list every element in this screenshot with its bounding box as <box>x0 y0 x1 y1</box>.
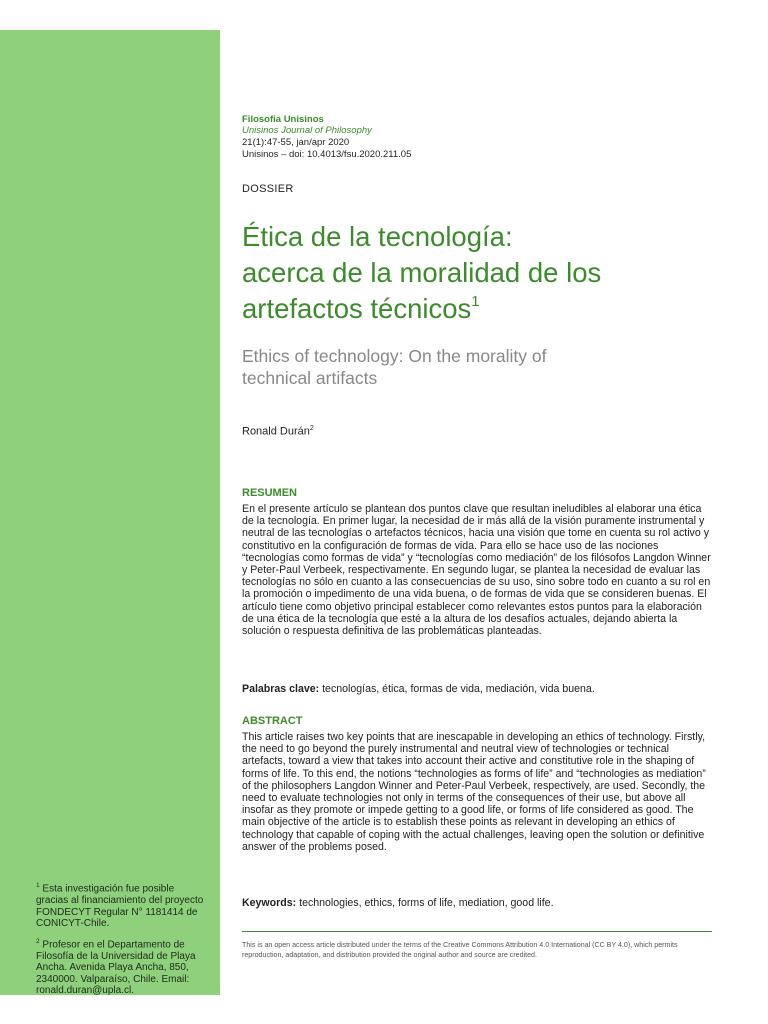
footnote-2-mark: 2 <box>36 937 40 945</box>
article-title <box>242 219 714 327</box>
section-label: DOSSIER <box>242 183 294 195</box>
author-footnote-mark: 2 <box>309 425 314 432</box>
footnote-1-mark: 1 <box>36 882 40 889</box>
author-name: Ronald Durán <box>242 425 310 438</box>
title-line-3: artefactos técnicos <box>242 293 472 324</box>
abstract-keywords <box>242 897 714 909</box>
article-subtitle <box>242 345 714 389</box>
resumen-text: En el presente artículo se plantean dos puntos clave que resultan ineludibles al elaborar una ética de la tecnología. En primer lugar, la necesidad de ir más allá de la visión puramente instrumental y neutral de las tecnologías o artefactos técnicos, hacia una visión que tome en cuenta su rol activo y constitutivo en la configuración de formas de vida. Para ello se hace uso de las nociones “tecnologías como formas de vida” y “tecnologías como mediación” de los filósofos Langdon Winner y Peter-Paul Verbeek, respectivamente. En segundo lugar, se plantea la necesidad de evaluar las tecnologías no sólo en cuanto a las consecuencias de su uso, sino sobre todo en cuanto a su rol en la promoción o impedimento de una vida buena, o de formas de vida que se consideren buenas. El artículo tiene como objetivo principal establecer como relevantes estos puntos para la elaboración de una ética de la tecnología que esté a la altura de los desafíos actuales, dejando abierta la solución o respuesta definitiva de las problemáticas planteadas. <box>242 503 711 638</box>
journal-doi: Unisinos – doi: 10.4013/fsu.2020.211.05 <box>242 149 412 160</box>
resumen-heading: RESUMEN <box>242 487 298 499</box>
footnote-1 <box>36 880 206 930</box>
abstract-heading: ABSTRACT <box>242 715 303 727</box>
title-line-1: Ética de la tecnología: <box>242 221 513 252</box>
subtitle-line-2: technical artifacts <box>242 368 378 388</box>
abstract-keywords-label: Keywords: <box>242 897 297 909</box>
license-divider <box>242 931 712 932</box>
author <box>242 425 314 438</box>
footnote-2 <box>36 936 206 997</box>
abstract-text: This article raises two key points that are inescapable in developing an ethics of technology. Firstly, the need to go beyond the purely instrumental and neutral view of technologies or technical artefacts, toward a view that takes into account their active and constitutive role in the shaping of forms of life. To this end, the notions “technologies as forms of life” and “technologies as mediation” of the philosophers Langdon Winner and Peter-Paul Verbeek, respectively, are used. Secondly, the need to evaluate technologies not only in terms of the consequences of their use, but above all insofar as they promote or impede getting to a good life, or forms of life considered as good. The main objective of the article is to establish these points as relevant in developing an ethics of technology that capable of coping with the actual challenges, leaving open the solution or definitive answer of the problems posed. <box>242 731 706 853</box>
footnotes <box>36 880 206 1003</box>
journal-volume: 21(1):47-55, jan/apr 2020 <box>242 137 350 148</box>
journal-name: Filosofia Unisinos <box>242 114 324 125</box>
resumen-keywords-label: Palabras clave: <box>242 683 320 695</box>
title-footnote-mark: 1 <box>471 293 480 310</box>
resumen-keywords <box>242 683 714 695</box>
footnote-1-text: Esta investigación fue posible gracias al financiamiento del proyecto FONDECYT Regular N° 1181414 de CONICYT-Chile. <box>36 883 204 930</box>
footnote-2-text: Profesor en el Departamento de Filosofía de la Universidad de Playa Ancha. Avenida Playa Ancha, 850, 2340000. Valparaíso, Chile. Email: ronald.duran@upla.cl. <box>36 939 196 997</box>
title-line-2: acerca de la moralidad de los <box>242 257 602 288</box>
license-notice: This is an open access article distributed under the terms of the Creative Commons Attribution 4.0 International (CC BY 4.0), which permits reproduction, adaptation, and distribution provided the original author and source are credited. <box>242 941 678 960</box>
abstract-keywords-text: technologies, ethics, forms of life, mediation, good life. <box>299 897 554 909</box>
journal-subtitle: Unisinos Journal of Philosophy <box>242 125 372 136</box>
resumen-keywords-text: tecnologías, ética, formas de vida, mediación, vida buena. <box>322 683 595 695</box>
sidebar-panel <box>0 30 220 995</box>
subtitle-line-1: Ethics of technology: On the morality of <box>242 346 547 366</box>
